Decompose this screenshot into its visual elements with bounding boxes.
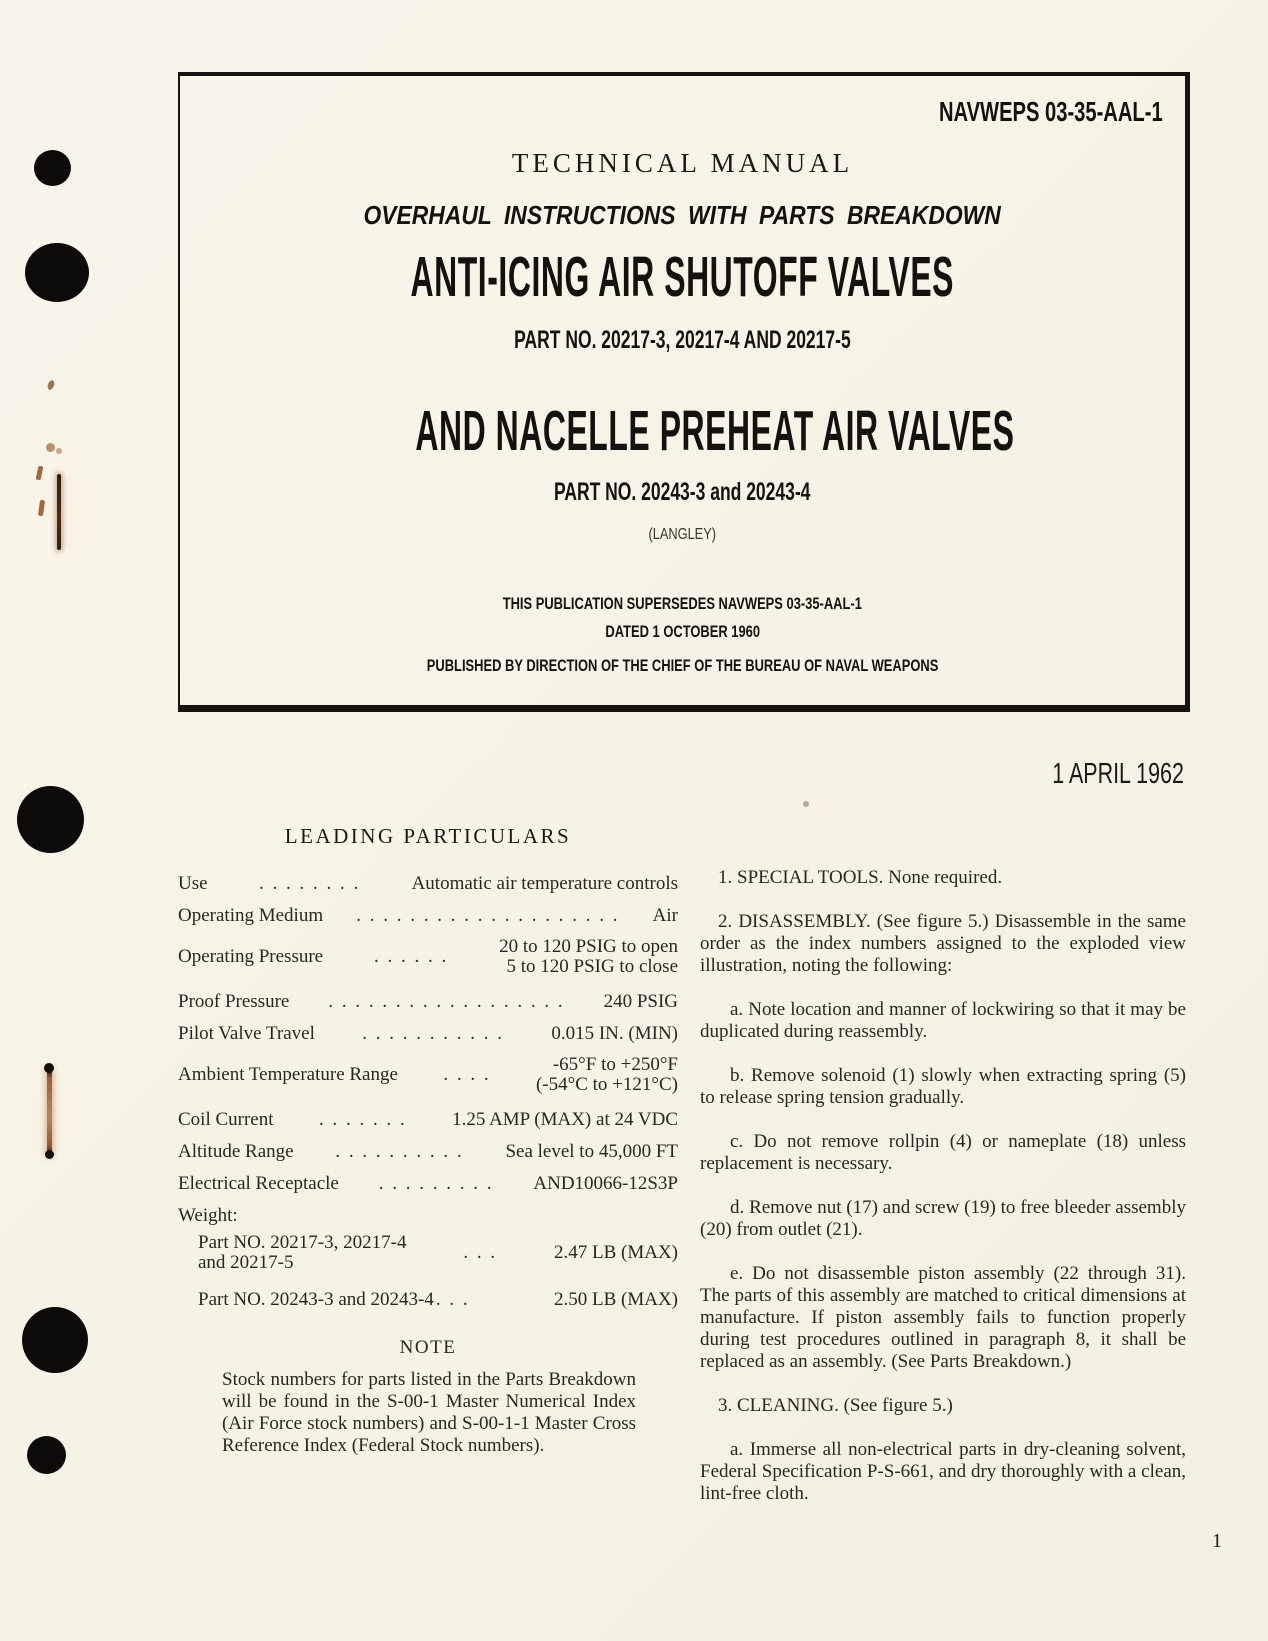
spec-value: 1.25 AMP (MAX) at 24 VDC xyxy=(452,1109,678,1130)
rust-scratch xyxy=(47,1068,52,1156)
spec-value: 0.015 IN. (MIN) xyxy=(551,1023,678,1044)
title-block-border xyxy=(178,72,1190,712)
weight-label-line: and 20217-5 xyxy=(198,1252,294,1273)
rust-scratch xyxy=(57,474,61,550)
weight-label xyxy=(198,1233,406,1273)
spec-value: Sea level to 45,000 FT xyxy=(505,1141,678,1162)
spec-value-line: 20 to 120 PSIG to open xyxy=(499,936,678,957)
binding-hole xyxy=(25,243,89,302)
spec-value: AND10066-12S3P xyxy=(533,1173,678,1194)
subtitle-line xyxy=(180,200,1185,231)
leading-particulars-section xyxy=(178,820,678,1457)
weight-heading: Weight: xyxy=(178,1205,238,1226)
dot-leader: . . . . . . . . . . xyxy=(335,1141,464,1162)
note-heading: NOTE xyxy=(399,1337,457,1358)
part-number-line-1 xyxy=(180,326,1185,355)
spec-label: Use xyxy=(178,873,208,894)
spec-value: Automatic air temperature controls xyxy=(411,873,678,894)
weight-value: 2.47 LB (MAX) xyxy=(553,1242,678,1263)
spec-row xyxy=(178,1141,678,1163)
published-by-text: PUBLISHED BY DIRECTION OF THE CHIEF OF THE BUREAU OF NAVAL WEAPONS xyxy=(426,656,939,675)
part-number-line-2 xyxy=(180,478,1185,507)
supersedes-line-1 xyxy=(180,594,1185,614)
paragraph-disassembly-a: a. Note location and manner of lockwiring so that it may be duplicated during reassembly. xyxy=(700,999,1186,1042)
stain-dot xyxy=(45,1150,54,1159)
weight-label-line: Part NO. 20217-3, 20217-4 xyxy=(198,1232,407,1253)
instructions-section xyxy=(700,820,1186,1518)
manual-type-heading: TECHNICAL MANUAL xyxy=(511,148,854,178)
issue-date xyxy=(1006,758,1184,791)
dot-leader: . . . xyxy=(463,1242,498,1263)
paragraph-disassembly: 2. DISASSEMBLY. (See figure 5.) Disassemble in the same order as the index numbers assigned to the exploded view illustration, noting the following: xyxy=(700,911,1186,976)
paragraph-cleaning: 3. CLEANING. (See figure 5.) xyxy=(718,1395,953,1416)
spec-row xyxy=(178,1109,678,1131)
rust-stain xyxy=(56,448,62,454)
spec-label: Pilot Valve Travel xyxy=(178,1023,315,1044)
supersedes-text-1: THIS PUBLICATION SUPERSEDES NAVWEPS 03-35-AAL-1 xyxy=(502,594,863,613)
stain-dot xyxy=(44,1063,54,1073)
dot-leader: . . . . . . xyxy=(373,946,449,967)
paragraph-disassembly-e: e. Do not disassemble piston assembly (22 through 31). The parts of this assembly are matched to critical dimensions at manufacture. If piston assembly fails to function properly during test procedures outlined in paragraph 8, it shall be replaced as an assembly. (See Parts Breakdown.) xyxy=(700,1263,1186,1372)
spec-value xyxy=(499,937,678,977)
weight-label: Part NO. 20243-3 and 20243-4 xyxy=(198,1289,434,1310)
issue-date-text: 1 APRIL 1962 xyxy=(1052,758,1184,790)
dot-leader: . . . . . . . . . . . xyxy=(362,1023,504,1044)
dot-leader: . . . . xyxy=(443,1064,491,1085)
dot-leader: . . . . . . . . . xyxy=(378,1173,494,1194)
dot-leader: . . . . . . . . . . . . . . . . . . xyxy=(328,991,565,1012)
rust-stain xyxy=(46,379,55,390)
spec-label: Coil Current xyxy=(178,1109,274,1130)
spec-label: Altitude Range xyxy=(178,1141,294,1162)
spec-label: Electrical Receptacle xyxy=(178,1173,339,1194)
paper-speck xyxy=(803,801,809,807)
main-title-2-text: AND NACELLE PREHEAT AIR VALVES xyxy=(415,399,1015,463)
spec-value xyxy=(536,1055,678,1095)
part-number-2-text: PART NO. 20243-3 and 20243-4 xyxy=(554,478,811,506)
supersedes-text-2: DATED 1 OCTOBER 1960 xyxy=(605,622,760,641)
spec-row xyxy=(178,937,678,977)
spec-row xyxy=(178,905,678,927)
spec-row xyxy=(178,873,678,895)
spec-value-line: -65°F to +250°F xyxy=(552,1054,678,1075)
spec-row xyxy=(178,1055,678,1095)
paragraph-cleaning-a: a. Immerse all non-electrical parts in dry-cleaning solvent, Federal Specification P-S-661, and dry thoroughly with a clean, lint-free cloth. xyxy=(700,1439,1186,1504)
spec-row xyxy=(178,991,678,1013)
spec-label: Proof Pressure xyxy=(178,991,290,1012)
subtitle-text: OVERHAUL INSTRUCTIONS WITH PARTS BREAKDOWN xyxy=(363,200,1002,230)
paragraph-disassembly-d: d. Remove nut (17) and screw (19) to free bleeder assembly (20) from outlet (21). xyxy=(700,1197,1186,1240)
paragraph-disassembly-c: c. Do not remove rollpin (4) or nameplate (18) unless replacement is necessary. xyxy=(700,1131,1186,1174)
rust-stain xyxy=(46,443,55,452)
note-text: Stock numbers for parts listed in the Parts Breakdown will be found in the S-00-1 Master Numerical Index (Air Force stock numbers) and S-00-1-1 Master Cross Reference Index (Federal Stock numbers). xyxy=(222,1369,636,1456)
binding-hole xyxy=(17,786,84,853)
doc-number: NAVWEPS 03-35-AAL-1 xyxy=(939,96,1163,127)
facility-text: (LANGLEY) xyxy=(648,526,717,543)
spec-value: 240 PSIG xyxy=(603,991,678,1012)
part-number-1-text: PART NO. 20217-3, 20217-4 AND 20217-5 xyxy=(514,326,851,354)
spec-value-line: 5 to 120 PSIG to close xyxy=(506,956,678,977)
binding-hole xyxy=(34,150,71,186)
spec-label: Ambient Temperature Range xyxy=(178,1064,398,1085)
spec-value-line: (-54°C to +121°C) xyxy=(535,1074,678,1095)
supersedes-line-2 xyxy=(180,622,1185,642)
main-title-1-text: ANTI-ICING AIR SHUTOFF VALVES xyxy=(410,245,955,309)
spec-label: Operating Pressure xyxy=(178,946,324,967)
weight-row xyxy=(198,1233,678,1273)
paragraph-disassembly-b: b. Remove solenoid (1) slowly when extracting spring (5) to release spring tension gradually. xyxy=(700,1065,1186,1108)
spec-value: Air xyxy=(652,905,678,926)
binding-hole xyxy=(27,1436,66,1474)
spec-row xyxy=(178,1173,678,1195)
page-number: 1 xyxy=(1212,1530,1222,1552)
dot-leader: . . . . . . . . xyxy=(258,873,361,894)
published-by-line xyxy=(180,656,1185,676)
main-title-2 xyxy=(180,398,1185,464)
dot-leader: . . . . . . . xyxy=(318,1109,407,1130)
paragraph-special-tools: 1. SPECIAL TOOLS. None required. xyxy=(718,867,1003,888)
facility-line xyxy=(180,526,1185,544)
dot-leader: . . . . . . . . . . . . . . . . . . . . xyxy=(356,905,620,926)
spec-label: Operating Medium xyxy=(178,905,324,926)
spec-row xyxy=(178,1023,678,1045)
weight-value: 2.50 LB (MAX) xyxy=(553,1289,678,1310)
dot-leader: . . . xyxy=(435,1289,470,1310)
weight-row xyxy=(198,1289,678,1311)
rust-stain xyxy=(36,466,44,481)
rust-stain xyxy=(38,500,45,517)
leading-particulars-heading: LEADING PARTICULARS xyxy=(284,824,572,848)
main-title-1 xyxy=(180,244,1185,310)
binding-hole xyxy=(22,1307,88,1373)
